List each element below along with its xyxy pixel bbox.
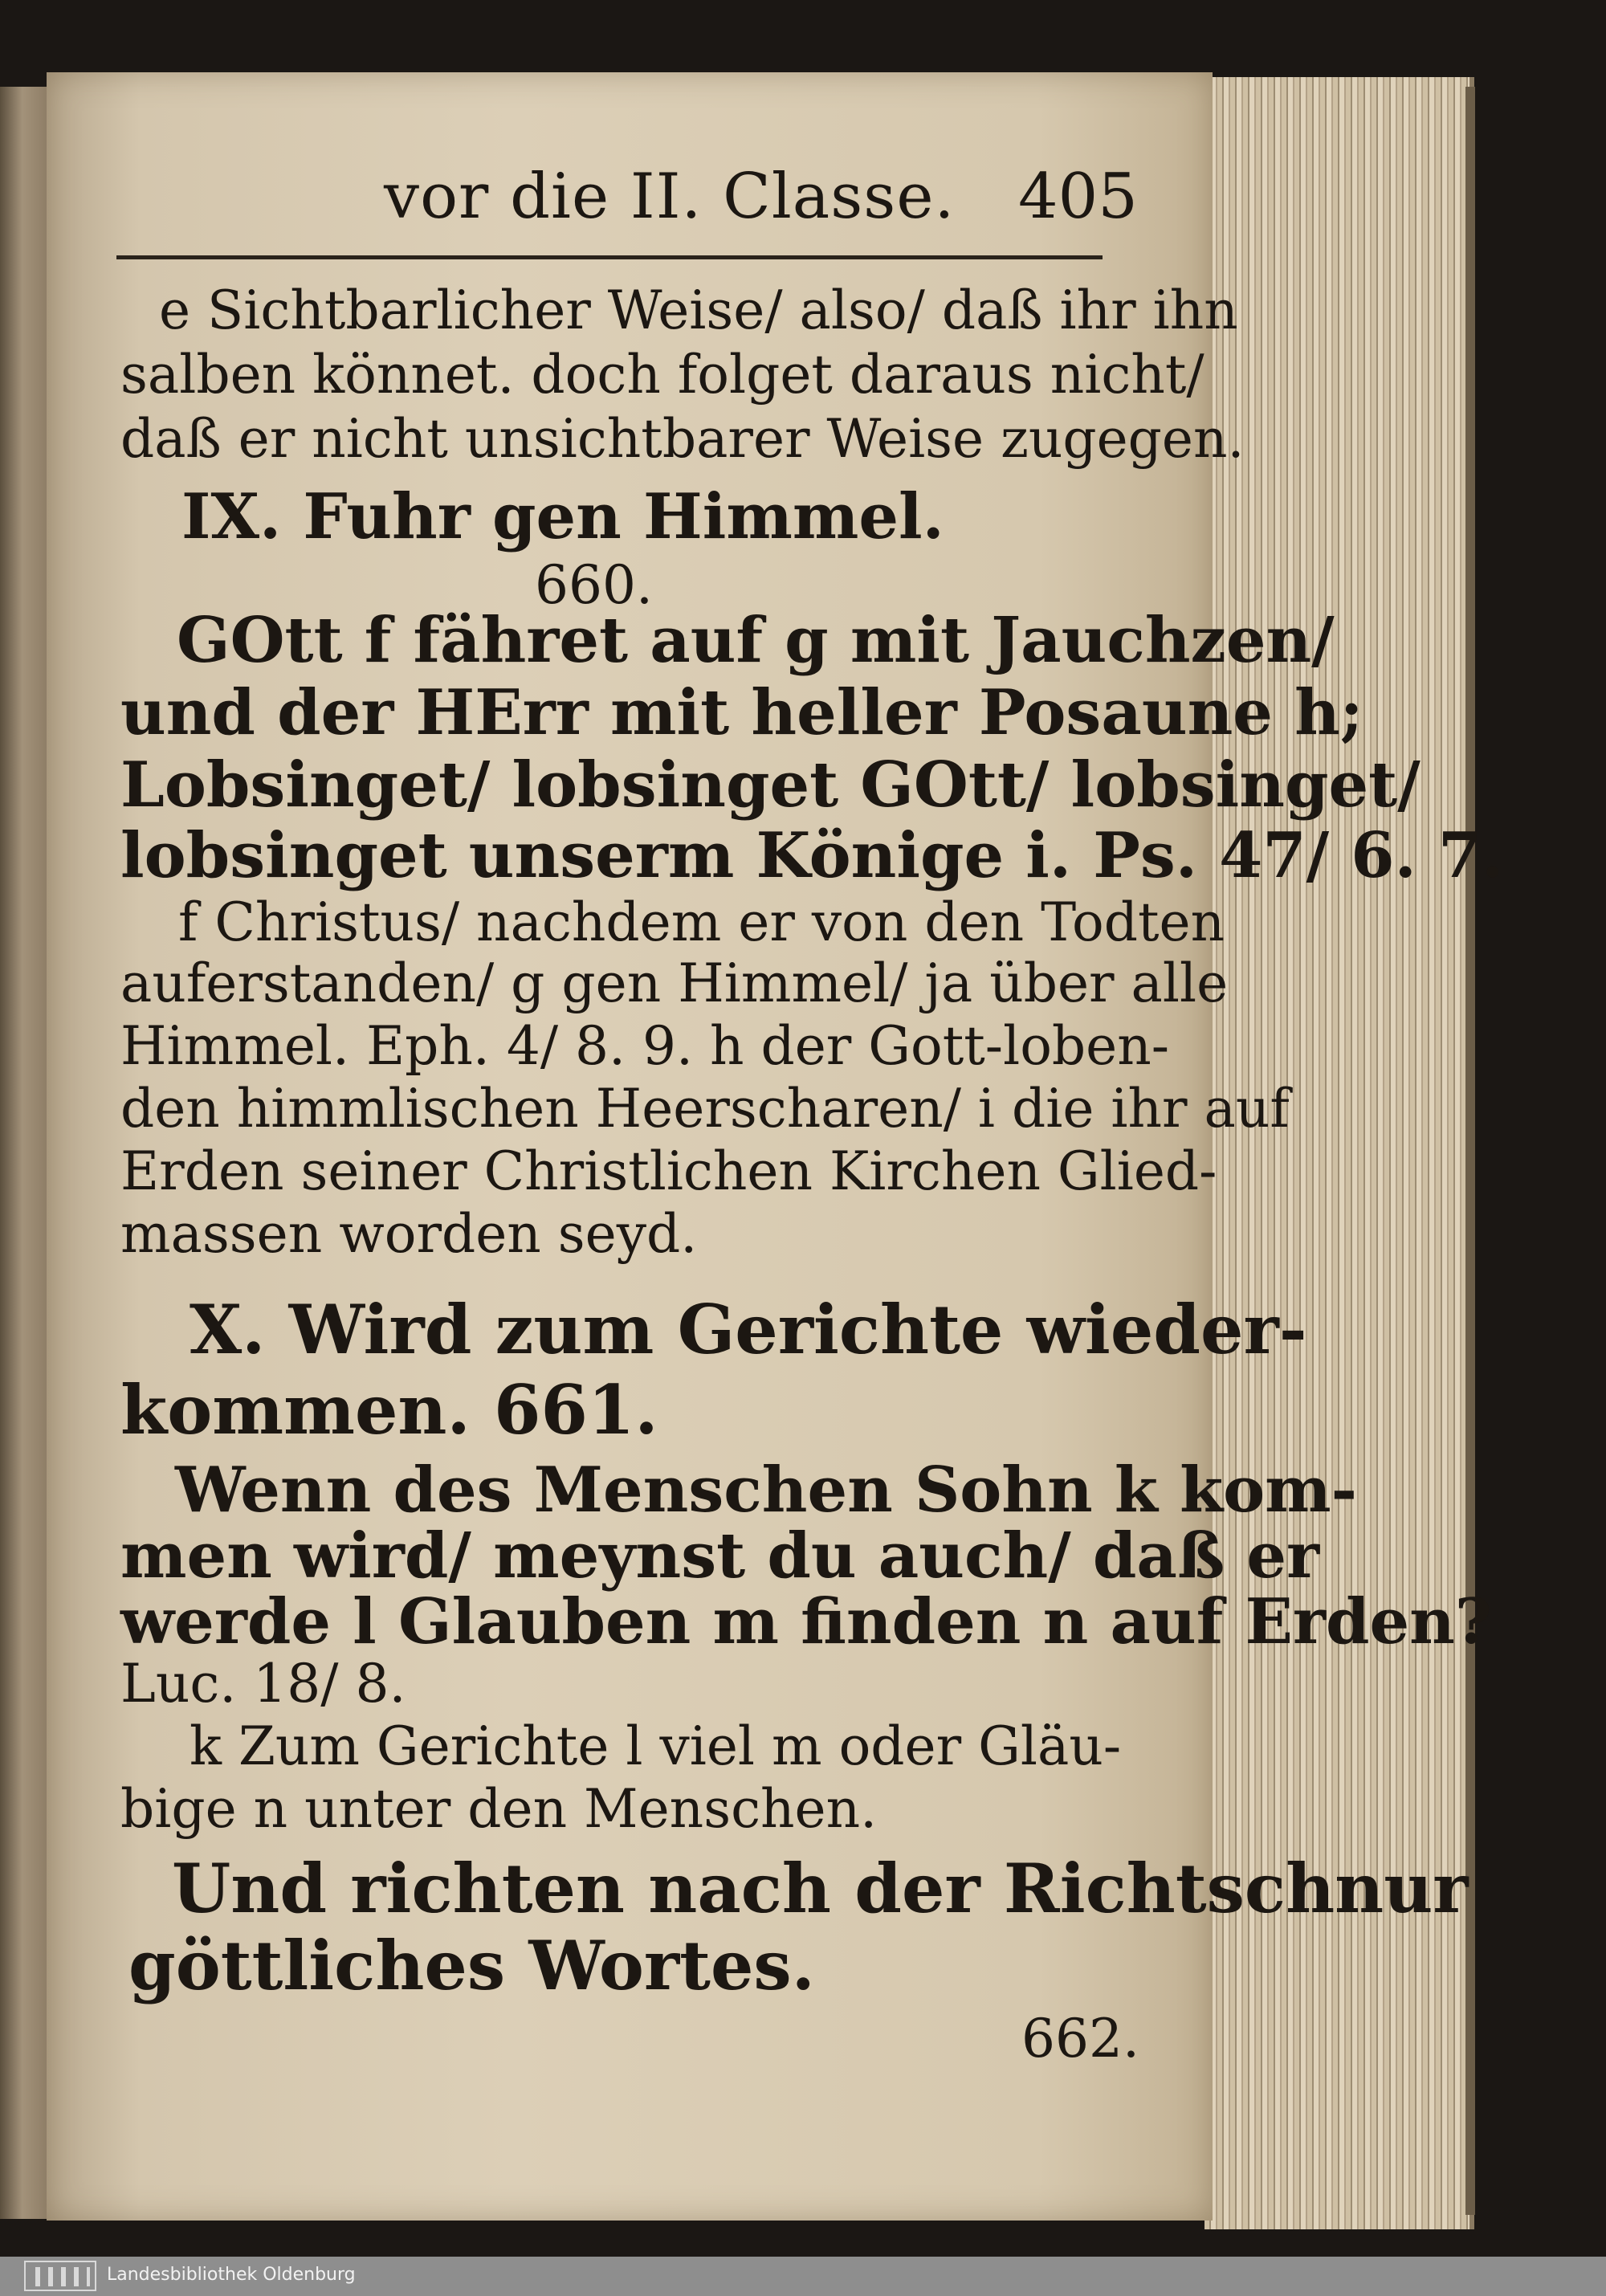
verse-line: göttliches Wortes. — [128, 1926, 815, 2005]
note-line: den himmlischen Heerscharen/ i die ihr auf — [120, 1078, 1290, 1140]
verse-line: Wenn des Menschen Sohn k kom- — [175, 1454, 1358, 1527]
text-line: salben könnet. doch folget daraus nicht/ — [120, 344, 1204, 406]
section-heading: X. Wird zum Gerichte wieder- — [190, 1290, 1307, 1369]
running-title: vor die II. Classe. — [384, 161, 956, 233]
note-line: Himmel. Eph. 4/ 8. 9. h der Gott-loben- — [120, 1015, 1170, 1077]
text-line: daß er nicht unsichtbarer Weise zugegen. — [120, 408, 1245, 470]
verse-line: werde l Glauben m finden n auf Erden? — [120, 1585, 1492, 1658]
verse-line: lobsinget unserm Könige i. Ps. 47/ 6. 7. — [120, 819, 1504, 892]
page-number: 405 — [1018, 161, 1138, 233]
note-line: massen worden seyd. — [120, 1203, 698, 1265]
note-line: f Christus/ nachdem er von den Todten — [178, 891, 1225, 953]
verse-line: und der HErr mit heller Posaune h; — [120, 676, 1363, 749]
verse-line: Und richten nach der Richtschnur — [172, 1849, 1469, 1928]
note-line: bige n unter den Menschen. — [120, 1778, 878, 1840]
section-heading: IX. Fuhr gen Himmel. — [181, 480, 944, 553]
note-line: k Zum Gerichte l viel m oder Gläu- — [190, 1715, 1122, 1777]
section-heading: kommen. 661. — [120, 1370, 658, 1450]
library-logo-icon — [24, 2261, 96, 2291]
library-name: Landesbibliothek Oldenburg — [107, 2265, 356, 2285]
header-rule — [116, 255, 1103, 259]
verse-line: GOtt f fähret auf g mit Jauchzen/ — [177, 604, 1335, 677]
verse-number: 660. — [535, 554, 653, 616]
text-line: e Sichtbarlicher Weise/ also/ daß ihr ihn — [159, 279, 1238, 341]
verse-line: Lobsinget/ lobsinget GOtt/ lobsinget/ — [120, 748, 1421, 822]
catchword: 662. — [1021, 2008, 1139, 2070]
note-line: auferstanden/ g gen Himmel/ ja über alle — [120, 952, 1229, 1014]
citation: Luc. 18/ 8. — [120, 1653, 406, 1715]
verse-line: men wird/ meynst du auch/ daß er — [120, 1519, 1320, 1593]
note-line: Erden seiner Christlichen Kirchen Glied- — [120, 1140, 1217, 1202]
